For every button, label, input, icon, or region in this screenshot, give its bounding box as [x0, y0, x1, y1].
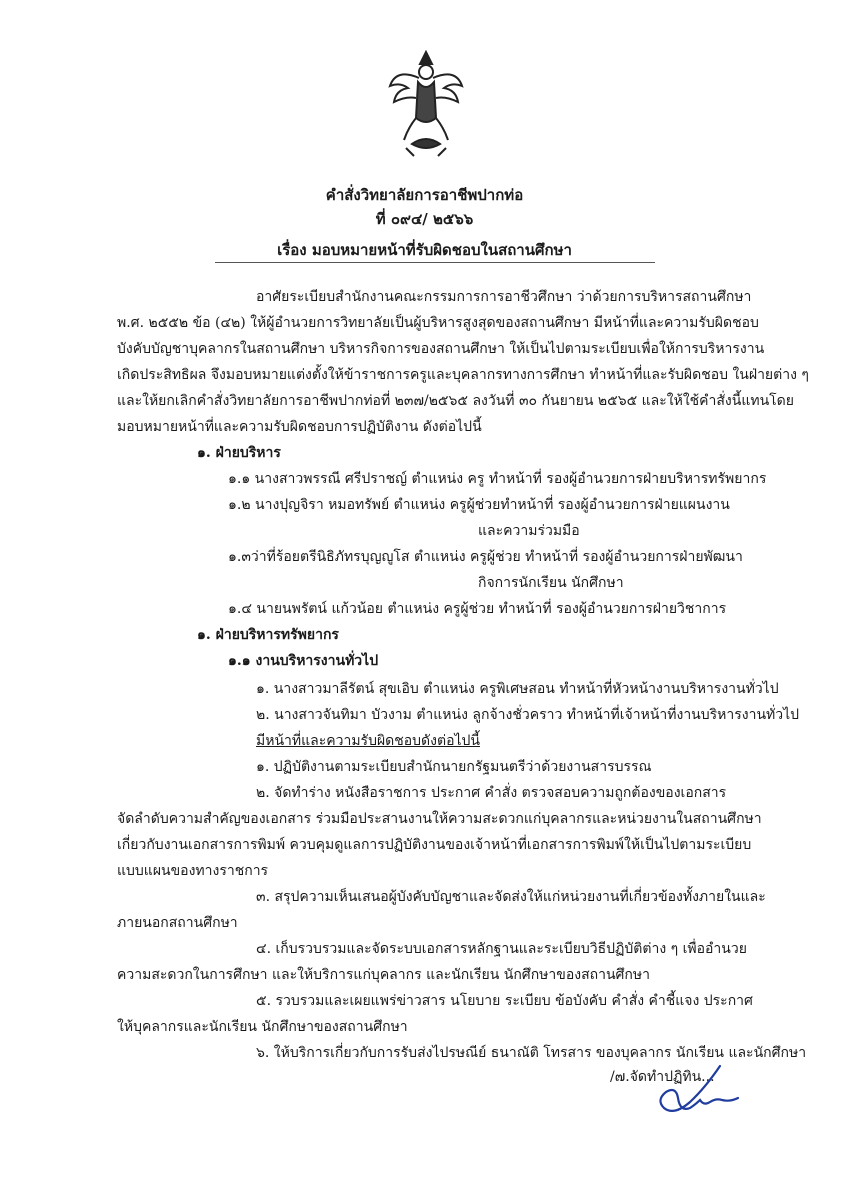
- preamble-line: เกิดประสิทธิผล จึงมอบหมายแต่งตั้งให้ข้าราชการครูและบุคลากรทางการศึกษา ทำหน้าที่และรับผิดชอบ ในฝ่ายต่าง ๆ: [117, 367, 809, 383]
- staff-item: ๑. นางสาวมาลีรัตน์ สุขเอิบ ตำแหน่ง ครูพิเศษสอน ทำหน้าที่หัวหน้างานบริหารงานทั่วไป: [256, 681, 779, 697]
- list-item: ๑.๔ นายนพรัตน์ แก้วน้อย ตำแหน่ง ครูผู้ช่วย ทำหน้าที่ รองผู้อำนวยการฝ่ายวิชาการ: [228, 601, 727, 617]
- order-subject: เรื่อง มอบหมายหน้าที่รับผิดชอบในสถานศึกษา: [277, 241, 572, 259]
- garuda-emblem-icon: [386, 48, 466, 158]
- list-item: กิจการนักเรียน นักศึกษา: [478, 575, 624, 591]
- preamble-line: บังคับบัญชาบุคลากรในสถานศึกษา บริหารกิจการของสถานศึกษา ให้เป็นไปตามระเบียบเพื่อให้การบริหารงาน: [117, 341, 765, 357]
- signature-icon: [650, 1058, 750, 1128]
- order-org-line: คำสั่งวิทยาลัยการอาชีพปากท่อ: [325, 186, 524, 204]
- section-title: ๑. ฝ่ายบริหารทรัพยากร: [197, 627, 339, 643]
- list-item: และความร่วมมือ: [478, 523, 580, 539]
- preamble-line: พ.ศ. ๒๕๕๒ ข้อ (๔๒) ให้ผู้อำนวยการวิทยาลัยเป็นผู้บริหารสูงสุดของสถานศึกษา มีหน้าที่และความรับผิดชอบ: [117, 315, 759, 331]
- duty-line: ความสะดวกในการศึกษา และให้บริการแก่บุคลากร และนักเรียน นักศึกษาของสถานศึกษา: [117, 967, 650, 983]
- duty-line: ๒. จัดทำร่าง หนังสือราชการ ประกาศ คำสั่ง ตรวจสอบความถูกต้องของเอกสาร: [256, 785, 727, 801]
- continuation-note: /๗.จัดทำปฏิทิน...: [610, 1069, 715, 1085]
- subsection-title: ๑.๑ งานบริหารงานทั่วไป: [228, 653, 379, 669]
- duty-line: ภายนอกสถานศึกษา: [117, 915, 238, 931]
- header-divider: [215, 262, 655, 263]
- list-item: ๑.๑ นางสาวพรรณี ศรีปราชญ์ ตำแหน่ง ครู ทำหน้าที่ รองผู้อำนวยการฝ่ายบริหารทรัพยากร: [228, 471, 767, 487]
- section-title: ๑. ฝ่ายบริหาร: [197, 445, 281, 461]
- duty-line: ให้บุคลากรและนักเรียน นักศึกษาของสถานศึกษา: [117, 1019, 408, 1035]
- duty-line: ๔. เก็บรวบรวมและจัดระบบเอกสารหลักฐานและระเบียบวิธีปฏิบัติต่าง ๆ เพื่ออำนวย: [256, 941, 747, 957]
- staff-item: ๒. นางสาวจันทิมา บัวงาม ตำแหน่ง ลูกจ้างชั่วคราว ทำหน้าที่เจ้าหน้าที่งานบริหารงานทั่วไป: [256, 707, 800, 723]
- list-item: ๑.๓ว่าที่ร้อยตรีนิธิภัทรบุญญูโส ตำแหน่ง ครูผู้ช่วย ทำหน้าที่ รองผู้อำนวยการฝ่ายพัฒนา: [228, 549, 743, 565]
- duties-heading: มีหน้าที่และความรับผิดชอบดังต่อไปนี้: [256, 733, 480, 749]
- duty-line: เกี่ยวกับงานเอกสารการพิมพ์ ควบคุมดูแลการปฏิบัติงานของเจ้าหน้าที่เอกสารการพิมพ์ให้เป็นไปตามระเบียบ: [117, 837, 752, 853]
- duty-line: จัดลำดับความสำคัญของเอกสาร ร่วมมือประสานงานให้ความสะดวกแก่บุคลากรและหน่วยงานในสถานศึกษา: [117, 811, 762, 827]
- duty-line: แบบแผนของทางราชการ: [117, 863, 269, 879]
- duty-line: ๖. ให้บริการเกี่ยวกับการรับส่งไปรษณีย์ ธนาณัติ โทรสาร ของบุคลากร นักเรียน และนักศึกษา: [256, 1045, 807, 1061]
- list-item: ๑.๒ นางปุญจิรา หมอทรัพย์ ตำแหน่ง ครูผู้ช่วยทำหน้าที่ รองผู้อำนวยการฝ่ายแผนงาน: [228, 497, 730, 513]
- duty-line: ๕. รวบรวมและเผยแพร่ข่าวสาร นโยบาย ระเบียบ ข้อบังคับ คำสั่ง คำชี้แจง ประกาศ: [256, 993, 753, 1009]
- preamble-line: และให้ยกเลิกคำสั่งวิทยาลัยการอาชีพปากท่อที่ ๒๓๗/๒๕๖๕ ลงวันที่ ๓๐ กันยายน ๒๕๖๕ และให้ใช้คำสั่งนี้แทนโดย: [117, 393, 794, 409]
- duty-line: ๓. สรุปความเห็นเสนอผู้บังคับบัญชาและจัดส่งให้แก่หน่วยงานที่เกี่ยวข้องทั้งภายในและ: [256, 889, 766, 905]
- order-number: ที่ ๐๙๔/ ๒๕๖๖: [375, 210, 474, 228]
- duty-line: ๑. ปฏิบัติงานตามระเบียบสำนักนายกรัฐมนตรีว่าด้วยงานสารบรรณ: [256, 759, 652, 775]
- preamble-line: มอบหมายหน้าที่และความรับผิดชอบการปฏิบัติงาน ดังต่อไปนี้: [117, 419, 482, 435]
- preamble-line: อาศัยระเบียบสำนักงานคณะกรรมการการอาชีวศึกษา ว่าด้วยการบริหารสถานศึกษา: [256, 289, 752, 305]
